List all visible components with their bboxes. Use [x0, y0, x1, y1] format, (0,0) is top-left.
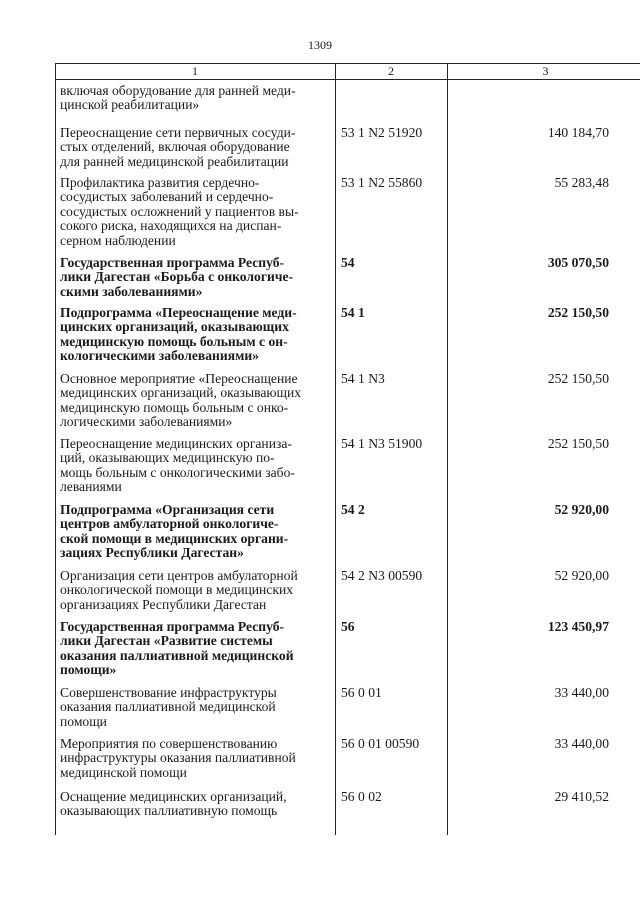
row-amount: 252 150,50: [547, 436, 609, 451]
row-title: Переоснащение медицинских организа- ций, оказывающих медицинскую по- мощь больным с онкологическими забо- леваниями: [60, 436, 295, 495]
col-border-left: [55, 63, 56, 835]
row-amount: 252 150,50: [547, 305, 609, 320]
row-title: Государственная программа Респуб- лики Дагестан «Развитие системы оказания паллиативной медицинской помощи»: [60, 619, 294, 678]
row-title: Профилактика развития сердечно- сосудистых заболеваний и сердечно- сосудистых осложнений у пациентов вы- сокого риска, находящихся на диспан- серном наблюдении: [60, 175, 299, 248]
row-amount: 52 920,00: [554, 568, 609, 583]
row-code: 54 1: [341, 305, 365, 320]
header-col-3: 3: [542, 64, 549, 78]
row-title: Мероприятия по совершенствованию инфраструктуры оказания паллиативной медицинской помощи: [60, 736, 296, 780]
row-code: 56 0 02: [341, 789, 382, 804]
header-col-1: 1: [192, 64, 198, 78]
page-number: 1309: [308, 38, 332, 52]
row-amount: 55 283,48: [554, 175, 609, 190]
header-col-2: 2: [388, 64, 394, 78]
row-title: включая оборудование для ранней меди- цинской реабилитации»: [60, 83, 296, 113]
row-title: Переоснащение сети первичных сосуди- стых отделений, включая оборудование для ранней медицинской реабилитации: [60, 125, 296, 169]
row-amount: 140 184,70: [547, 125, 609, 140]
row-amount: 52 920,00: [554, 502, 609, 517]
row-title: Подпрограмма «Переоснащение меди- цинских организаций, оказывающих медицинскую помощь больным с он- кологическими заболеваниями»: [60, 305, 297, 364]
row-title: Основное мероприятие «Переоснащение медицинских организаций, оказывающих медицинскую помощь больным с онко- логическими заболеваниями»: [60, 371, 302, 430]
row-code: 54 1 N3 51900: [341, 436, 423, 451]
row-code: 56: [341, 619, 355, 634]
row-amount: 123 450,97: [547, 619, 609, 634]
row-amount: 252 150,50: [547, 371, 609, 386]
row-code: 54 1 N3: [341, 371, 385, 386]
row-amount: 29 410,52: [554, 789, 609, 804]
row-code: 56 0 01 00590: [341, 736, 420, 751]
row-code: 53 1 N2 51920: [341, 125, 423, 140]
row-title: Государственная программа Респуб- лики Дагестан «Борьба с онкологиче- скими заболеваниями»: [60, 255, 294, 299]
row-code: 54 2 N3 00590: [341, 568, 423, 583]
row-title: Совершенствование инфраструктуры оказания паллиативной медицинской помощи: [60, 685, 277, 729]
header-bottom-border: [55, 79, 640, 80]
row-title: Подпрограмма «Организация сети центров амбулаторной онкологиче- ской помощи в медицинских органи- зациях Республики Дагестан»: [60, 502, 289, 561]
row-title: Оснащение медицинских организаций, оказывающих паллиативную помощь: [60, 789, 287, 819]
row-amount: 33 440,00: [554, 736, 609, 751]
row-title: Организация сети центров амбулаторной онкологической помощи в медицинских организациях Республики Дагестан: [60, 568, 298, 612]
row-code: 56 0 01: [341, 685, 382, 700]
row-amount: 305 070,50: [547, 255, 609, 270]
row-amount: 33 440,00: [554, 685, 609, 700]
row-code: 53 1 N2 55860: [341, 175, 423, 190]
row-code: 54: [341, 255, 355, 270]
row-code: 54 2: [341, 502, 365, 517]
col-border-1-2: [335, 63, 336, 835]
